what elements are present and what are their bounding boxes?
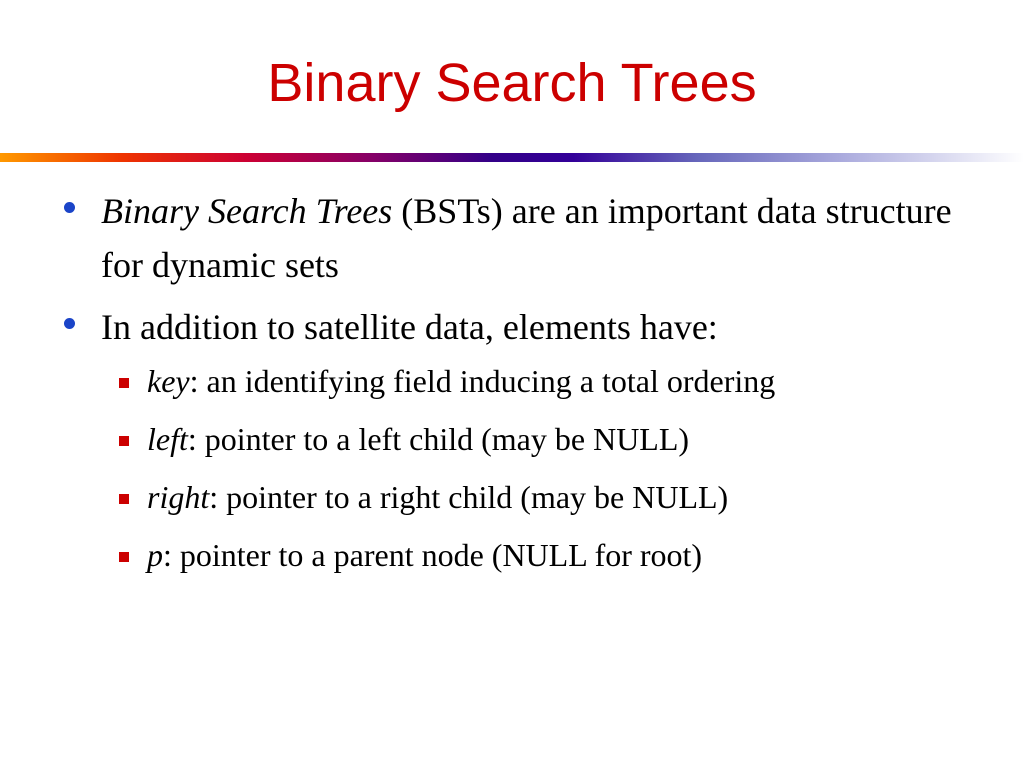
filled-circle-icon — [64, 318, 75, 329]
filled-square-icon — [119, 552, 129, 562]
sub-bullet-item — [0, 420, 1024, 459]
slide-content — [0, 184, 1024, 594]
bullet-text: (BSTs) are an important data structure for dynamic sets — [101, 191, 952, 285]
bullet-item — [0, 184, 1024, 292]
sub-bullet-text: : pointer to a right child (may be NULL) — [209, 479, 729, 515]
sub-bullet-item — [0, 536, 1024, 575]
gradient-divider — [0, 153, 1024, 162]
filled-circle-icon — [64, 202, 75, 213]
filled-square-icon — [119, 436, 129, 446]
filled-square-icon — [119, 494, 129, 504]
sub-bullet-text: : an identifying field inducing a total ordering — [189, 363, 776, 399]
slide-title: Binary Search Trees — [267, 53, 757, 113]
bullet-term: Binary Search Trees — [101, 191, 393, 231]
bullet-text: In addition to satellite data, elements have: — [101, 307, 718, 347]
sub-bullet-text: : pointer to a left child (may be NULL) — [187, 421, 690, 457]
sub-bullet-term: right — [147, 479, 210, 515]
sub-bullet-item — [0, 362, 1024, 401]
filled-square-icon — [119, 378, 129, 388]
sub-bullet-term: left — [147, 421, 188, 457]
sub-bullet-term: key — [147, 363, 190, 399]
sub-bullet-text: : pointer to a parent node (NULL for root) — [163, 537, 703, 573]
sub-bullet-term: p — [147, 537, 163, 573]
bullet-item — [0, 300, 1024, 354]
sub-bullet-item — [0, 478, 1024, 517]
